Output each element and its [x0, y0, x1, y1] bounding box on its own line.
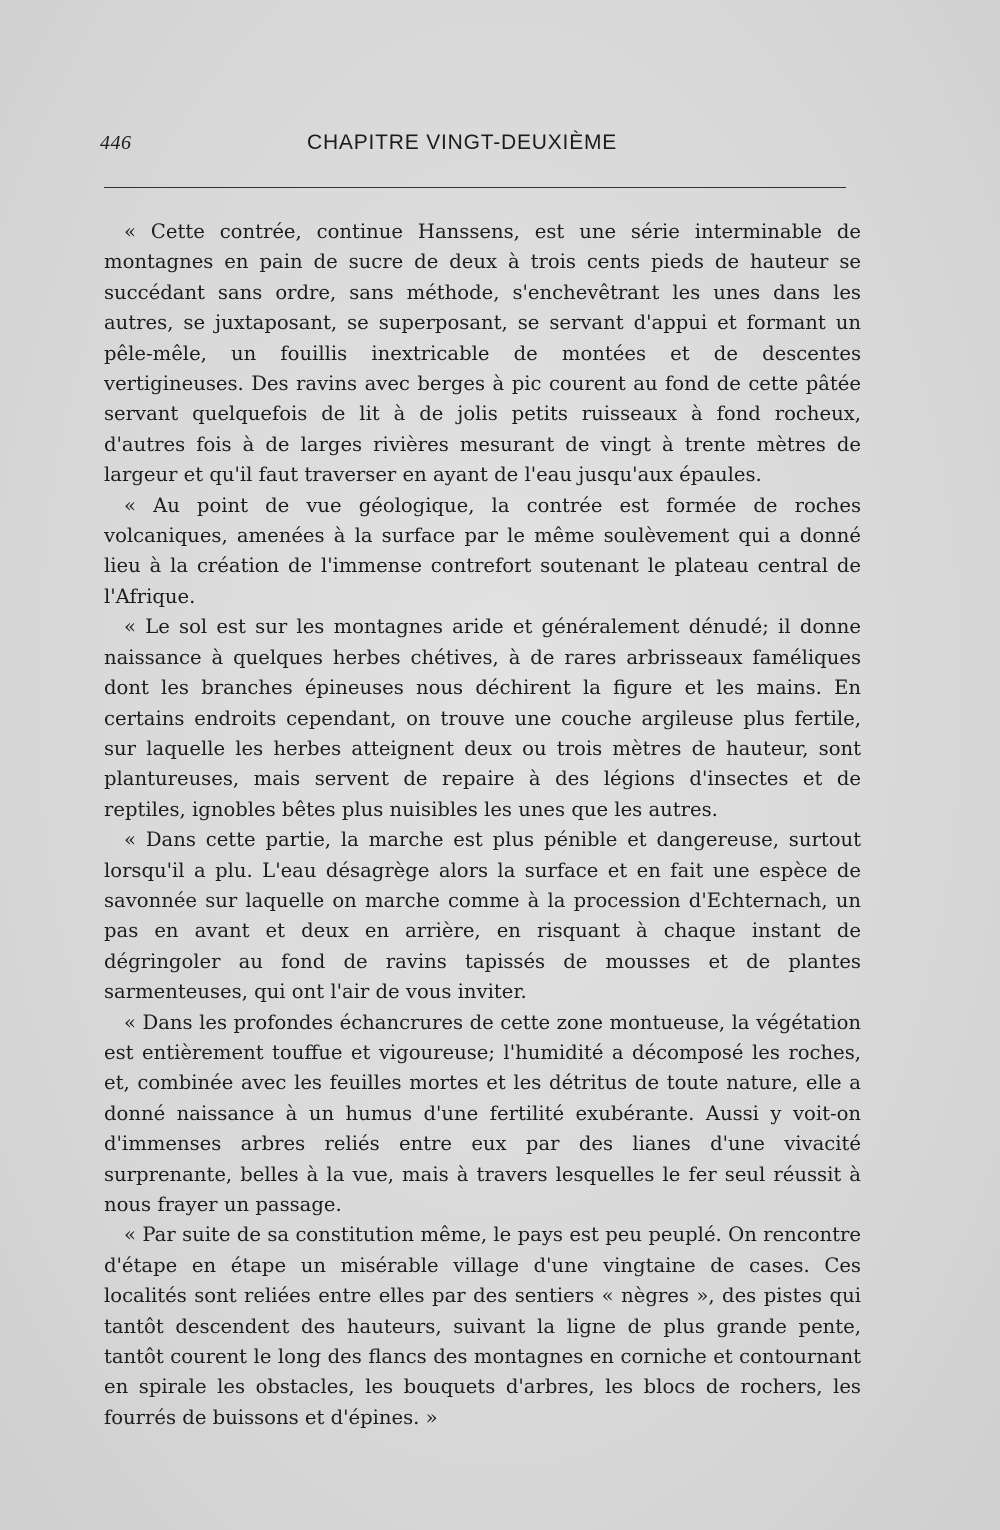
chapter-heading: CHAPITRE VINGT-DEUXIÈME	[307, 131, 618, 154]
paragraph-4: « Dans cette partie, la marche est plus pénible et dangereuse, surtout lorsqu'il a plu. L'eau désagrège alors la surface et en fait une espèce de savonnée sur laquelle on marche comme à la procession d'Echternach, un pas en avant et deux en arrière, en risquant à chaque instant de dégringoler au fond de ravins tapissés de mousses et de plantes sarmenteuses, qui ont l'air de vous inviter.	[104, 828, 861, 1004]
paragraph-6: « Par suite de sa constitution même, le pays est peu peuplé. On rencontre d'étape en étape un misérable village d'une vingtaine de cases. Ces localités sont reliées entre elles par des sentiers « nègres », des pistes qui tantôt descendent des hauteurs, suivant la ligne de plus grande pente, tantôt courent le long des flancs des montagnes en corniche et contournant en spirale les obstacles, les bouquets d'arbres, les blocs de rochers, les fourrés de buissons et d'épines. »	[104, 1223, 861, 1429]
header-rule	[104, 187, 846, 188]
paragraph-3: « Le sol est sur les montagnes aride et généralement dénudé; il donne naissance à quelques herbes chétives, à de rares arbrisseaux faméliques dont les branches épineuses nous déchirent la figure et les mains. En certains endroits cependant, on trouve une couche argileuse plus fertile, sur laquelle les herbes atteignent deux ou trois mètres de hauteur, sont plantureuses, mais servent de repaire à des légions d'insectes et de reptiles, ignobles bêtes plus nuisibles les unes que les autres.	[104, 615, 861, 821]
page-number: 446	[100, 132, 132, 154]
body-text	[104, 217, 861, 1433]
paragraph-2: « Au point de vue géologique, la contrée est formée de roches volcaniques, amenées à la surface par le même soulèvement qui a donné lieu à la création de l'immense contrefort soutenant le plateau central de l'Afrique.	[104, 493, 861, 608]
paragraph-5: « Dans les profondes échancrures de cette zone montueuse, la végétation est entièrement touffue et vigoureuse; l'humidité a décomposé les roches, et, combinée avec les feuilles mortes et les détritus de toute nature, elle a donné naissance à un humus d'une fertilité exubérante. Aussi y voit-on d'immenses arbres reliés entre eux par des lianes d'une vivacité surprenante, belles à la vue, mais à travers lesquelles le fer seul réussit à nous frayer un passage.	[104, 1010, 861, 1216]
paragraph-1: « Cette contrée, continue Hanssens, est une série interminable de montagnes en pain de sucre de deux à trois cents pieds de hauteur se succédant sans ordre, sans méthode, s'enchevêtrant les unes dans les autres, se juxtaposant, se superposant, se servant d'appui et formant un pêle-mêle, un fouillis inextricable de montées et de descentes vertigineuses. Des ravins avec berges à pic courent au fond de cette pâtée servant quelquefois de lit à de jolis petits ruisseaux à fond rocheux, d'autres fois à de larges rivières mesurant de vingt à trente mètres de largeur et qu'il faut traverser en ayant de l'eau jusqu'aux épaules.	[104, 220, 861, 487]
